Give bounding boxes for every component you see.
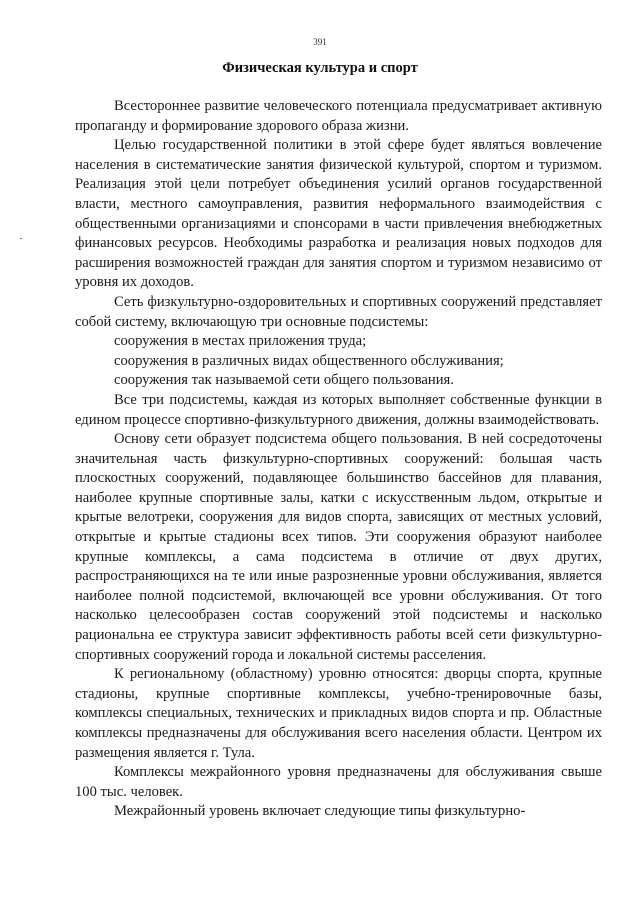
paragraph-interaction: Все три подсистемы, каждая из которых выполняет собственные функции в едином процессе спортивно-физкультурного движения, должны взаимодействовать. — [75, 391, 602, 428]
paragraph-policy-goal: Целью государственной политики в этой сфере будет являться вовлечение населения в систематические занятия физической культурой, спортом и туризмом. Реализация этой цели потребует объединения усилий органов государственной власти, местного самоуправления, развития неформального взаимодействия с общественными организациями и спонсорами в части привлечения внебюджетных финансовых ресурсов. Необходимы разработка и реализация новых подходов для расширения возможностей граждан для занятия спортом и туризмом независимо от уровня их доходов. — [75, 137, 602, 291]
paragraph-network-basis: Основу сети образует подсистема общего пользования. В ней сосредоточены значительная часть физкультурно-спортивных сооружений: большая часть плоскостных сооружений, подавляющее большинство бассейнов для плавания, наиболее крупные спортивные залы, катки с искусственным льдом, открытые и крытые велотреки, сооружения для видов спорта, зависящих от местных условий, открытые и крытые стадионы всех типов. Эти сооружения образуют наиболее крупные комплексы, а сама подсистема в отличие от двух других, распространяющихся на те или иные разрозненные уровни обслуживания, является наиболее полной подсистемой, включающей все уровни обслуживания. От того насколько целесообразен состав сооружений этой подсистемы и насколько рациональна ее структура зависит эффективность работы всей сети физкультурно-спортивных сооружений города и локальной системы расселения. — [75, 431, 602, 663]
paragraph-intro: Всестороннее развитие человеческого потенциала предусматривает активную пропаганду и формирование здорового образа жизни. — [75, 98, 602, 134]
paragraph-network: Сеть физкультурно-оздоровительных и спортивных сооружений представляет собой систему, включающую три основные подсистемы: — [75, 293, 602, 330]
list-item-subsystem-services: сооружения в различных видах общественного обслуживания; — [114, 352, 504, 369]
body-text — [75, 97, 602, 822]
paragraph-regional-level: К региональному (областному) уровню относятся: дворцы спорта, крупные стадионы, крупные спортивные комплексы, учебно-тренировочные базы, комплексы специальных, технических и прикладных видов спорта и пр. Областные комплексы предназначены для обслуживания всего населения области. Центром их размещения является г. Тула. — [75, 666, 602, 761]
page-title: Физическая культура и спорт — [222, 60, 418, 76]
paragraph-interdistrict: Комплексы межрайонного уровня предназначены для обслуживания свыше 100 тыс. человек. — [75, 764, 602, 800]
list-item-subsystem-public: сооружения так называемой сети общего пользования. — [114, 372, 454, 389]
page-number: 391 — [313, 37, 327, 47]
paragraph-interdistrict-types: Межрайонный уровень включает следующие типы физкультурно- — [114, 803, 526, 820]
margin-mark — [20, 238, 22, 239]
list-item-subsystem-work: сооружения в местах приложения труда; — [114, 333, 367, 350]
